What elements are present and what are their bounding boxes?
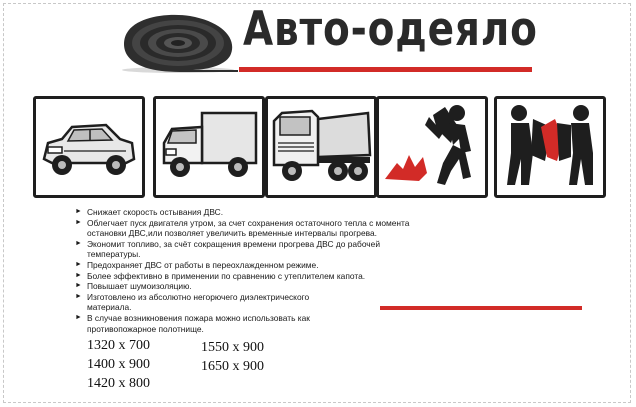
accent-divider	[380, 306, 582, 310]
size-option: 1420 х 800	[87, 376, 150, 391]
benefits-list	[75, 207, 435, 334]
size-option: 1320 х 700	[87, 338, 150, 353]
fire-carry-icon	[494, 96, 606, 198]
fire-smothering-icon	[376, 96, 488, 198]
size-option: 1400 х 900	[87, 357, 150, 372]
size-option: 1550 х 900	[201, 340, 264, 355]
page-title: Авто-одеяло	[243, 2, 538, 57]
list-item: ► Более эффективно в применении по сравнению с утеплителем капота.	[75, 271, 435, 282]
list-item: ► Снижает скорость остывания ДВС.	[75, 207, 435, 218]
blanket-roll-icon	[120, 10, 242, 74]
list-item: ► Экономит топливо, за счёт сокращения времени прогрева ДВС до рабочей температуры.	[75, 239, 435, 260]
list-item: ► Предохраняет ДВС от работы в переохлажденном режиме.	[75, 260, 435, 271]
list-item: ► Изготовлено из абсолютно негорючего диэлектрического материала.	[75, 292, 312, 313]
sizes-column-2	[201, 338, 264, 376]
passenger-car-icon	[33, 96, 145, 198]
list-item: ► В случае возникновения пожара можно использовать как противопожарное полотнище.	[75, 313, 377, 334]
list-item: ► Облегчает пуск двигателя утром, за счет сохранения остаточного тепла с момента остановки ДВС,или позволяет увеличить временные интервалы прогрева.	[75, 218, 435, 239]
van-icon	[153, 96, 265, 198]
sizes-column-1	[87, 336, 150, 393]
title-underline	[239, 67, 532, 72]
list-item: ► Повышает шумоизоляцию.	[75, 281, 435, 292]
size-option: 1650 х 900	[201, 359, 264, 374]
truck-icon	[265, 96, 377, 198]
